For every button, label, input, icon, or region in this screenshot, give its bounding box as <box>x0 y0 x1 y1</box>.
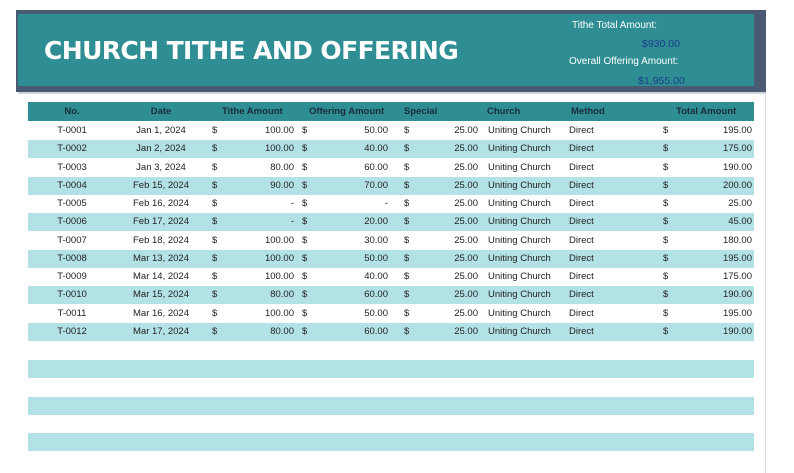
cell-total[interactable]: 175.00 <box>722 271 752 282</box>
cell-special-currency: $ <box>404 216 410 228</box>
cell-special[interactable]: 25.00 <box>454 307 478 319</box>
table-row[interactable] <box>28 159 754 177</box>
cell-offering-currency: $ <box>302 234 308 246</box>
cell-offering[interactable]: 50.00 <box>364 307 388 319</box>
page-title: CHURCH TITHE AND OFFERING <box>44 36 459 65</box>
table-row[interactable] <box>28 213 754 231</box>
cell-no[interactable]: T-0007 <box>57 234 87 246</box>
cell-offering-currency: $ <box>302 325 308 337</box>
cell-total[interactable]: 25.00 <box>728 198 752 209</box>
overall-offering-value[interactable]: $1,955.00 <box>638 75 685 87</box>
cell-special-currency: $ <box>404 289 410 301</box>
cell-tithe-currency: $ <box>212 289 218 301</box>
cell-tithe-currency: $ <box>212 307 218 319</box>
cell-tithe-currency: $ <box>212 234 218 246</box>
cell-date[interactable]: Jan 3, 2024 <box>136 161 186 173</box>
cell-tithe[interactable]: 100.00 <box>264 271 294 282</box>
cell-method[interactable]: Direct <box>569 161 594 173</box>
cell-total[interactable]: 175.00 <box>722 143 752 155</box>
cell-special-currency: $ <box>404 307 410 319</box>
cell-special[interactable]: 25.00 <box>454 252 478 264</box>
cell-tithe[interactable]: 100.00 <box>264 307 294 319</box>
cell-offering[interactable]: 20.00 <box>364 216 388 228</box>
cell-method[interactable]: Direct <box>569 216 594 228</box>
title-banner <box>18 14 754 86</box>
cell-date[interactable]: Jan 2, 2024 <box>136 143 186 155</box>
cell-tithe[interactable]: 100.00 <box>264 234 294 246</box>
cell-no[interactable]: T-0004 <box>57 179 87 191</box>
cell-total[interactable]: 180.00 <box>722 234 752 246</box>
cell-special-currency: $ <box>404 125 410 136</box>
overall-offering-label: Overall Offering Amount: <box>569 56 679 67</box>
cell-special[interactable]: 25.00 <box>454 161 478 173</box>
cell-total[interactable]: 190.00 <box>722 325 752 337</box>
cell-offering-currency: $ <box>302 307 308 319</box>
cell-offering-currency: $ <box>302 198 308 209</box>
cell-tithe-currency: $ <box>212 143 218 155</box>
table-header <box>28 102 754 121</box>
cell-tithe[interactable]: 100.00 <box>264 252 294 264</box>
cell-total[interactable]: 200.00 <box>722 179 752 191</box>
cell-method[interactable]: Direct <box>569 143 594 155</box>
cell-total-currency: $ <box>663 271 669 282</box>
cell-total[interactable]: 190.00 <box>722 161 752 173</box>
cell-total-currency: $ <box>663 216 669 228</box>
cell-tithe-currency: $ <box>212 161 218 173</box>
column-header-church[interactable]: Church <box>487 106 521 117</box>
cell-total-currency: $ <box>663 307 669 319</box>
tithe-total-value[interactable]: $930.00 <box>642 38 680 50</box>
cell-special-currency: $ <box>404 234 410 246</box>
table-row[interactable] <box>28 122 754 140</box>
empty-row[interactable] <box>28 360 754 378</box>
cell-special-currency: $ <box>404 179 410 191</box>
cell-total[interactable]: 45.00 <box>728 216 752 228</box>
cell-offering[interactable]: 60.00 <box>364 325 388 337</box>
cell-method[interactable]: Direct <box>569 271 594 282</box>
cell-offering-currency: $ <box>302 289 308 301</box>
cell-method[interactable]: Direct <box>569 325 594 337</box>
cell-offering-currency: $ <box>302 179 308 191</box>
cell-special[interactable]: 25.00 <box>454 234 478 246</box>
table-row[interactable] <box>28 305 754 323</box>
cell-offering[interactable]: - <box>384 198 388 209</box>
cell-total-currency: $ <box>663 143 669 155</box>
cell-offering[interactable]: 40.00 <box>364 143 388 155</box>
cell-date[interactable]: Feb 15, 2024 <box>133 179 189 191</box>
cell-no[interactable]: T-0011 <box>57 307 87 319</box>
cell-offering-currency: $ <box>302 143 308 155</box>
cell-method[interactable]: Direct <box>569 234 594 246</box>
column-header-no[interactable]: No. <box>64 106 80 117</box>
cell-no[interactable]: T-0008 <box>57 252 87 264</box>
cell-church[interactable]: Uniting Church <box>488 271 551 282</box>
empty-row[interactable] <box>28 433 754 451</box>
cell-offering[interactable]: 50.00 <box>364 125 388 136</box>
cell-church[interactable]: Uniting Church <box>488 125 551 136</box>
cell-special-currency: $ <box>404 161 410 173</box>
cell-tithe[interactable]: 90.00 <box>270 179 294 191</box>
cell-tithe[interactable]: 80.00 <box>270 289 294 301</box>
cell-no[interactable]: T-0005 <box>57 198 87 209</box>
cell-offering-currency: $ <box>302 161 308 173</box>
cell-tithe[interactable]: - <box>290 198 294 209</box>
cell-date[interactable]: Mar 16, 2024 <box>133 307 189 319</box>
cell-special[interactable]: 25.00 <box>454 325 478 337</box>
cell-special[interactable]: 25.00 <box>454 289 478 301</box>
table-row[interactable] <box>28 232 754 250</box>
cell-total[interactable]: 195.00 <box>722 125 752 136</box>
column-header-total[interactable]: Total Amount <box>676 106 737 117</box>
cell-no[interactable]: T-0002 <box>57 143 87 155</box>
cell-total[interactable]: 195.00 <box>722 307 752 319</box>
column-header-tithe[interactable]: Tithe Amount <box>222 106 283 117</box>
cell-offering[interactable]: 30.00 <box>364 234 388 246</box>
cell-date[interactable]: Mar 13, 2024 <box>133 252 189 264</box>
table-row[interactable] <box>28 323 754 341</box>
cell-no[interactable]: T-0012 <box>57 325 87 337</box>
cell-method[interactable]: Direct <box>569 289 594 301</box>
cell-total-currency: $ <box>663 125 669 136</box>
cell-offering[interactable]: 60.00 <box>364 161 388 173</box>
cell-church[interactable]: Uniting Church <box>488 289 551 301</box>
cell-special[interactable]: 25.00 <box>454 271 478 282</box>
cell-offering[interactable]: 50.00 <box>364 252 388 264</box>
table-row[interactable] <box>28 140 754 158</box>
cell-church[interactable]: Uniting Church <box>488 325 551 337</box>
table-row[interactable] <box>28 177 754 195</box>
column-header-method[interactable]: Method <box>571 106 605 117</box>
cell-offering-currency: $ <box>302 271 308 282</box>
cell-total-currency: $ <box>663 198 669 209</box>
cell-tithe[interactable]: 100.00 <box>264 125 294 136</box>
cell-offering[interactable]: 70.00 <box>364 179 388 191</box>
table-row[interactable] <box>28 250 754 268</box>
cell-church[interactable]: Uniting Church <box>488 252 551 264</box>
cell-special[interactable]: 25.00 <box>454 125 478 136</box>
table-row[interactable] <box>28 286 754 304</box>
cell-tithe-currency: $ <box>212 271 218 282</box>
cell-offering-currency: $ <box>302 216 308 228</box>
cell-no[interactable]: T-0009 <box>57 271 87 282</box>
cell-offering-currency: $ <box>302 252 308 264</box>
cell-tithe-currency: $ <box>212 198 218 209</box>
cell-church[interactable]: Uniting Church <box>488 179 551 191</box>
cell-date[interactable]: Feb 16, 2024 <box>133 198 189 209</box>
cell-total-currency: $ <box>663 252 669 264</box>
cell-church[interactable]: Uniting Church <box>488 234 551 246</box>
cell-date[interactable]: Mar 14, 2024 <box>133 271 189 282</box>
cell-special-currency: $ <box>404 252 410 264</box>
tithe-total-label: Tithe Total Amount: <box>572 20 658 31</box>
cell-tithe-currency: $ <box>212 125 218 136</box>
cell-date[interactable]: Mar 17, 2024 <box>133 325 189 337</box>
table-row[interactable] <box>28 195 754 213</box>
cell-offering[interactable]: 60.00 <box>364 289 388 301</box>
cell-tithe[interactable]: - <box>290 216 294 228</box>
cell-method[interactable]: Direct <box>569 125 594 136</box>
cell-date[interactable]: Feb 17, 2024 <box>133 216 189 228</box>
column-header-special[interactable]: Special <box>404 106 438 117</box>
cell-special[interactable]: 25.00 <box>454 179 478 191</box>
cell-method[interactable]: Direct <box>569 307 594 319</box>
cell-tithe[interactable]: 100.00 <box>264 143 294 155</box>
cell-no[interactable]: T-0010 <box>57 289 87 301</box>
cell-special[interactable]: 25.00 <box>454 143 478 155</box>
cell-no[interactable]: T-0006 <box>57 216 87 228</box>
cell-date[interactable]: Mar 15, 2024 <box>133 289 189 301</box>
cell-total-currency: $ <box>663 234 669 246</box>
sheet-edge <box>765 92 766 473</box>
cell-method[interactable]: Direct <box>569 252 594 264</box>
cell-total[interactable]: 195.00 <box>722 252 752 264</box>
cell-offering[interactable]: 40.00 <box>364 271 388 282</box>
cell-offering-currency: $ <box>302 125 308 136</box>
cell-total-currency: $ <box>663 179 669 191</box>
cell-special-currency: $ <box>404 198 410 209</box>
cell-tithe[interactable]: 80.00 <box>270 325 294 337</box>
cell-no[interactable]: T-0003 <box>57 161 87 173</box>
cell-method[interactable]: Direct <box>569 179 594 191</box>
cell-date[interactable]: Feb 18, 2024 <box>133 234 189 246</box>
cell-total-currency: $ <box>663 325 669 337</box>
cell-no[interactable]: T-0001 <box>57 125 87 136</box>
cell-total-currency: $ <box>663 161 669 173</box>
table-row[interactable] <box>28 268 754 286</box>
cell-tithe[interactable]: 80.00 <box>270 161 294 173</box>
cell-special[interactable]: 25.00 <box>454 198 478 209</box>
empty-row[interactable] <box>28 397 754 415</box>
cell-church[interactable]: Uniting Church <box>488 143 551 155</box>
cell-special-currency: $ <box>404 143 410 155</box>
cell-church[interactable]: Uniting Church <box>488 307 551 319</box>
cell-church[interactable]: Uniting Church <box>488 161 551 173</box>
cell-special[interactable]: 25.00 <box>454 216 478 228</box>
cell-tithe-currency: $ <box>212 216 218 228</box>
cell-total-currency: $ <box>663 289 669 301</box>
column-header-offering[interactable]: Offering Amount <box>309 106 385 117</box>
cell-church[interactable]: Uniting Church <box>488 198 551 209</box>
cell-tithe-currency: $ <box>212 179 218 191</box>
cell-tithe-currency: $ <box>212 252 218 264</box>
cell-date[interactable]: Jan 1, 2024 <box>136 125 186 136</box>
cell-method[interactable]: Direct <box>569 198 594 209</box>
cell-special-currency: $ <box>404 271 410 282</box>
column-header-date[interactable]: Date <box>150 106 172 117</box>
cell-tithe-currency: $ <box>212 325 218 337</box>
cell-church[interactable]: Uniting Church <box>488 216 551 228</box>
cell-total[interactable]: 190.00 <box>722 289 752 301</box>
cell-special-currency: $ <box>404 325 410 337</box>
